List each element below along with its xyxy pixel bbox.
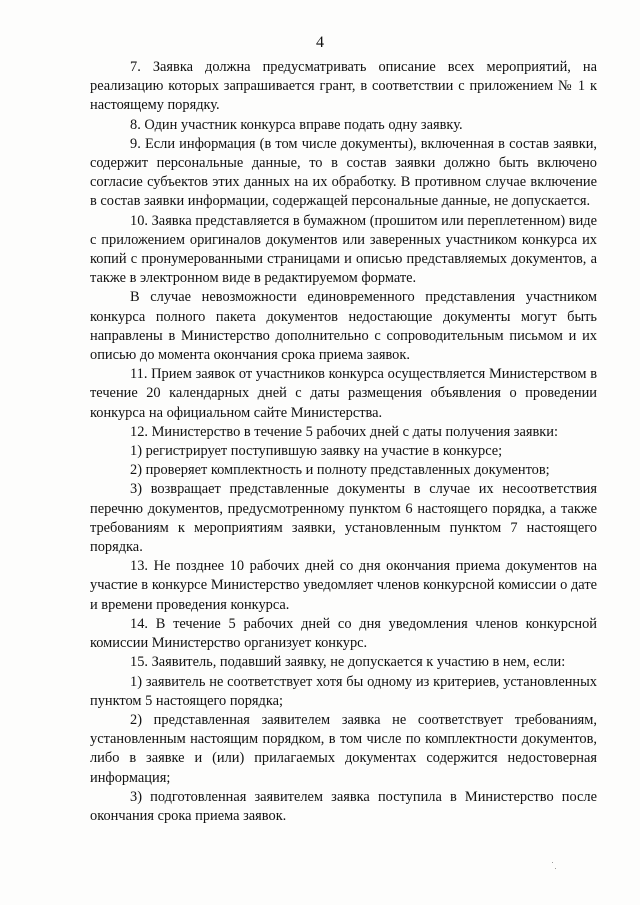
- scan-speck: [552, 862, 553, 863]
- paragraph-10: 10. Заявка представляется в бумажном (прошитом или переплетенном) виде с приложением оригиналов документов или заверенных участником конкурса их копий с пронумерованными страницами и описью представляемых документов, а также в электронном виде в редактируемом формате.: [90, 212, 597, 287]
- paragraph-13: 13. Не позднее 10 рабочих дней со дня окончания приема документов на участие в конкурсе Министерство уведомляет членов конкурсной комиссии о дате и времени проведения конкурса.: [90, 558, 597, 613]
- paragraph-15-item-2: 2) представленная заявителем заявка не соответствует требованиям, установленным настоящим порядком, в том числе по комплектности документов, либо в заявке и (или) прилагаемых документах содержится недостоверная информация;: [90, 711, 597, 786]
- paragraph-9: 9. Если информация (в том числе документы), включенная в состав заявки, содержит персональные данные, то в состав заявки должно быть включено согласие субъектов этих данных на их обработку. В противном случае включение в состав заявки информации, содержащей персональные данные, не допускается.: [90, 135, 597, 210]
- paragraph-12-item-3: 3) возвращает представленные документы в случае их несоответствия перечню документов, предусмотренному пунктом 6 настоящего порядка, а также требованиям к мероприятиям заявки, установленным пунктом 7 настоящего порядка.: [90, 481, 597, 556]
- paragraph-11: 11. Прием заявок от участников конкурса осуществляется Министерством в течение 20 календарных дней с даты размещения объявления о проведении конкурса на официальном сайте Министерства.: [90, 366, 597, 421]
- paragraph-12-item-2: 2) проверяет комплектность и полноту представленных документов;: [130, 462, 550, 479]
- page-number: 4: [316, 34, 324, 51]
- paragraph-15: 15. Заявитель, подавший заявку, не допускается к участию в нем, если:: [130, 654, 566, 671]
- document-body: [90, 58, 597, 826]
- scan-speck: [555, 868, 556, 869]
- paragraph-12-item-1: 1) регистрирует поступившую заявку на участие в конкурсе;: [130, 443, 503, 460]
- paragraph-7: 7. Заявка должна предусматривать описание всех мероприятий, на реализацию которых запрашивается грант, в соответствии с приложением № 1 к настоящему порядку.: [90, 59, 597, 114]
- paragraph-15-item-3: 3) подготовленная заявителем заявка поступила в Министерство после окончания срока приема заявок.: [90, 788, 597, 824]
- paragraph-12: 12. Министерство в течение 5 рабочих дней с даты получения заявки:: [130, 423, 558, 440]
- paragraph-10-continued: В случае невозможности единовременного представления участником конкурса полного пакета документов недостающие документы могут быть направлены в Министерство дополнительно с сопроводительным письмом и их описью до момента окончания срока приема заявок.: [90, 289, 597, 364]
- paragraph-8: 8. Один участник конкурса вправе подать одну заявку.: [130, 116, 463, 133]
- paragraph-14: 14. В течение 5 рабочих дней со дня уведомления членов конкурсной комиссии Министерство организует конкурс.: [90, 615, 597, 652]
- paragraph-15-item-1: 1) заявитель не соответствует хотя бы одному из критериев, установленных пунктом 5 настоящего порядка;: [90, 673, 597, 709]
